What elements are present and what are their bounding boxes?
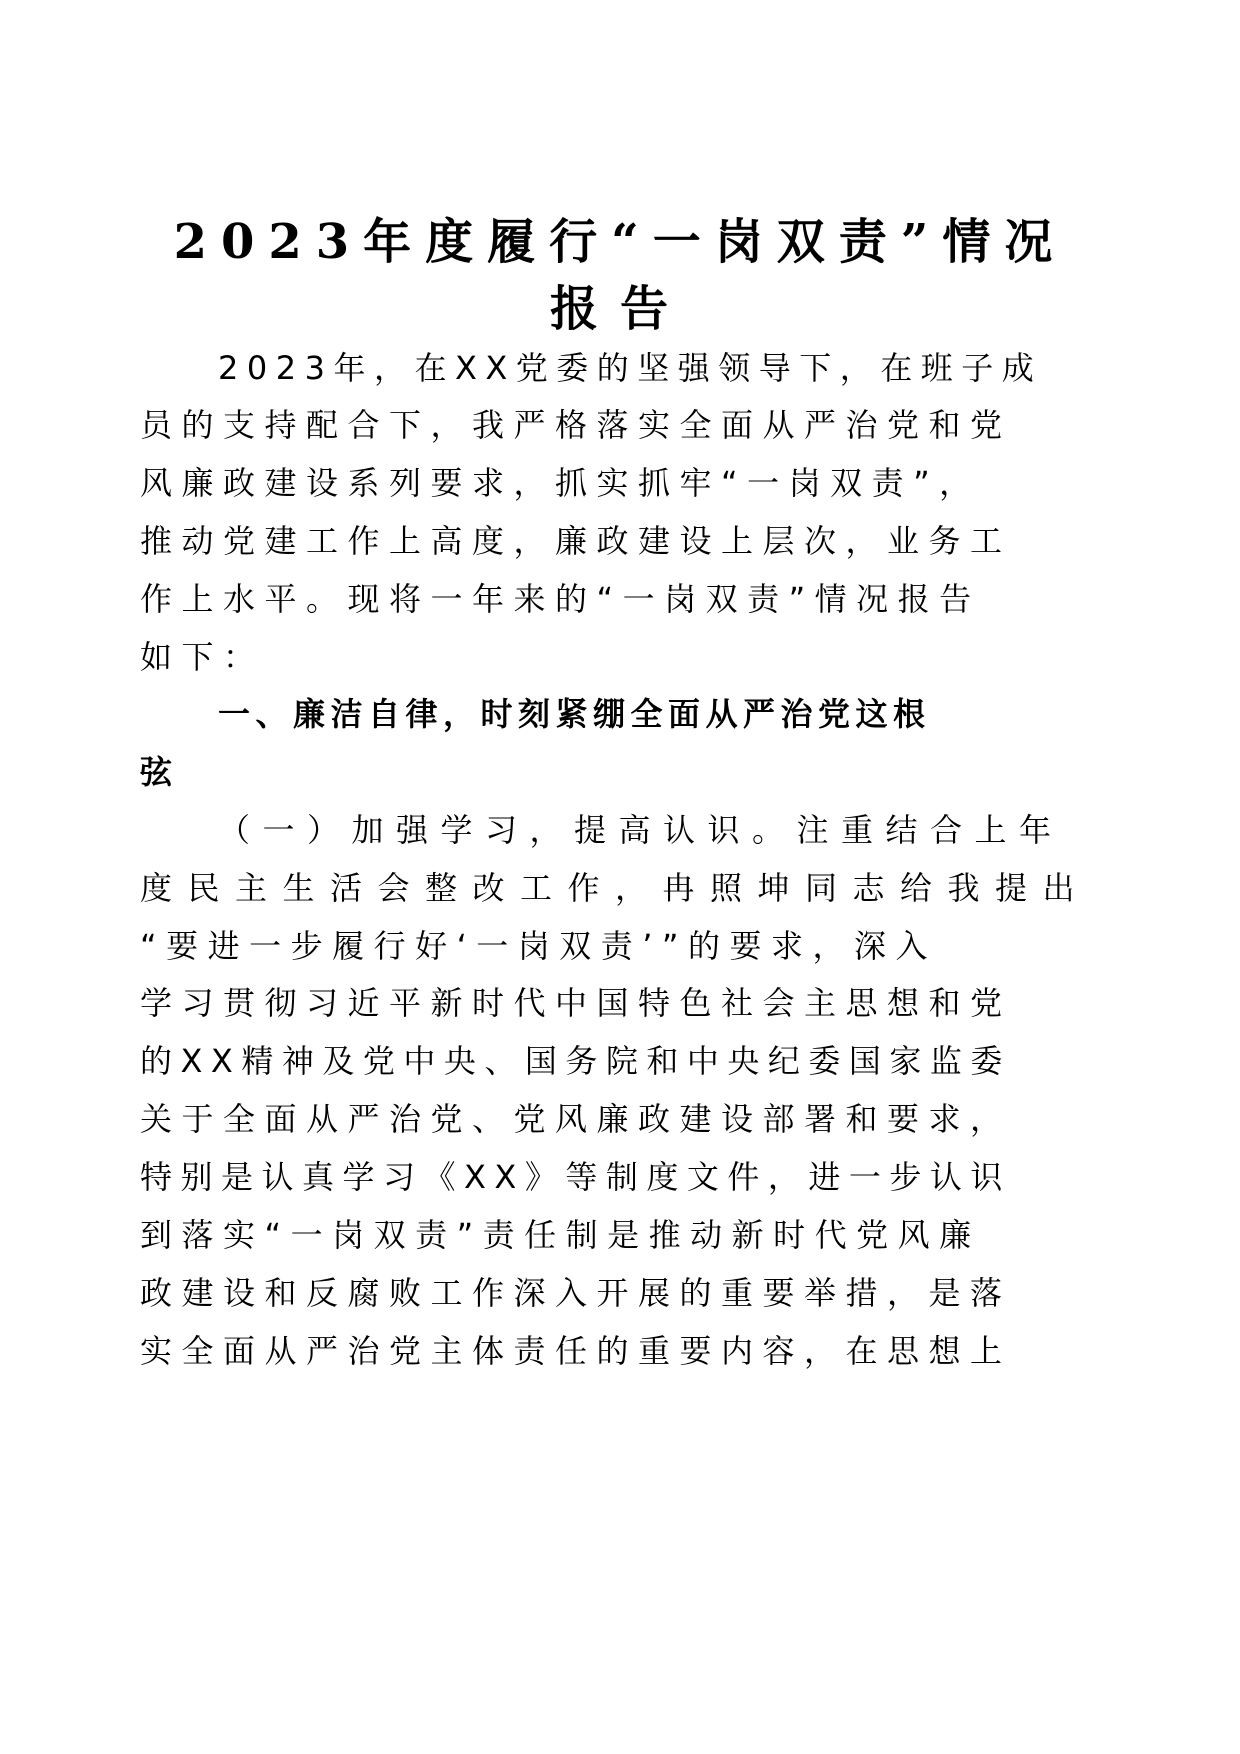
- body-line: 关于全面从严治党、党风廉政建设部署和要求，: [140, 1100, 1012, 1138]
- body-line: “要进一步履行好‘一岗双责’”的要求，深入: [140, 927, 938, 965]
- body-line: 到落实“一岗双责”责任制是推动新时代党风廉: [140, 1216, 981, 1254]
- body-line: 政建设和反腐败工作深入开展的重要举措，是落: [140, 1274, 1012, 1312]
- body-line: 实全面从严治党主体责任的重要内容，在思想上: [140, 1332, 1012, 1370]
- body-line: 的XX精神及党中央、国务院和中央纪委国家监委: [140, 1042, 1011, 1080]
- intro-line: 员的支持配合下，我严格落实全面从严治党和党: [140, 406, 1012, 444]
- section-heading-line: 一、廉洁自律，时刻紧绷全面从严治党这根: [218, 695, 931, 733]
- document-title-line2: 报告: [549, 281, 690, 337]
- section-heading-line: 弦: [140, 753, 178, 791]
- intro-line: 推动党建工作上高度，廉政建设上层次，业务工: [140, 522, 1012, 560]
- intro-line: 风廉政建设系列要求，抓实抓牢“一岗双责”，: [140, 464, 981, 502]
- intro-line: 如下：: [140, 638, 265, 676]
- body-line: 特别是认真学习《XX》等制度文件，进一步认识: [140, 1158, 1011, 1196]
- document-title-line1: 2023年度履行“一岗双责”情况: [173, 214, 1067, 270]
- intro-line: 作上水平。现将一年来的“一岗双责”情况报告: [140, 580, 981, 618]
- body-line: （一）加强学习，提高认识。注重结合上年: [218, 811, 1064, 849]
- body-line: 学习贯彻习近平新时代中国特色社会主思想和党: [140, 984, 1012, 1022]
- body-line: 度民主生活会整改工作，冉照坤同志给我提出: [140, 869, 1091, 907]
- intro-line: 2023年，在XX党委的坚强领导下，在班子成: [218, 349, 1043, 387]
